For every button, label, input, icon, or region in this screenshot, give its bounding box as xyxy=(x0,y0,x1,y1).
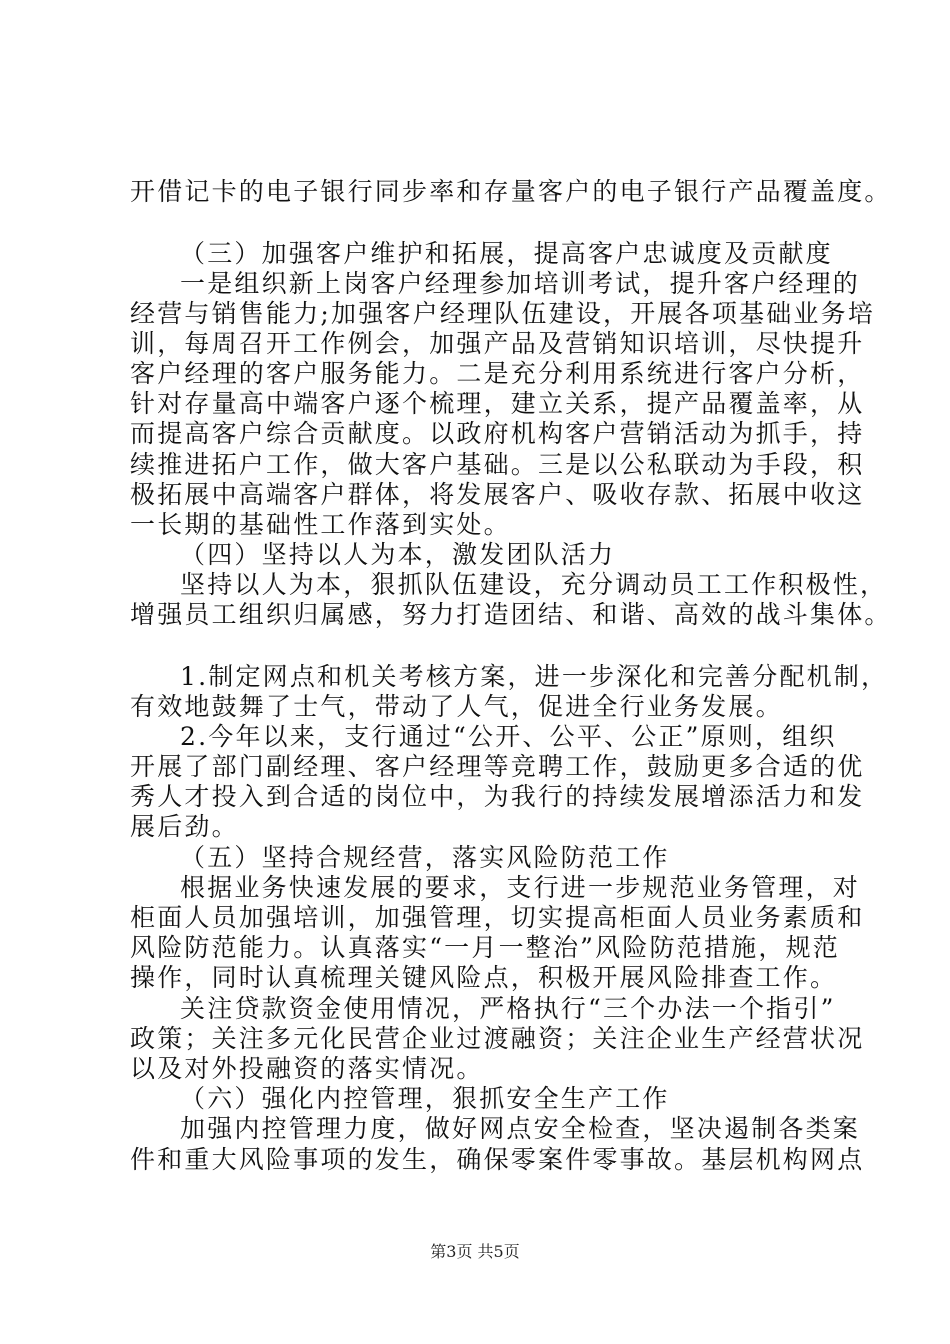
body-text-line: 开展了部门副经理、客户经理等竞聘工作，鼓励更多合适的优 xyxy=(130,752,865,781)
section-heading: （三）加强客户维护和拓展，提高客户忠诚度及贡献度 xyxy=(180,239,833,268)
body-text-line: 件和重大风险事项的发生，确保零案件零事故。基层机构网点 xyxy=(130,1145,865,1174)
body-text-line: 客户经理的客户服务能力。二是充分利用系统进行客户分析， xyxy=(130,359,865,388)
body-text-line: 坚持以人为本，狠抓队伍建设，充分调动员工工作积极性， xyxy=(180,570,888,599)
list-item-line: 1.制定网点和机关考核方案，进一步深化和完善分配机制， xyxy=(180,662,889,691)
body-text-line: 经营与销售能力;加强客户经理队伍建设，开展各项基础业务培 xyxy=(130,299,876,328)
body-text-line: 柜面人员加强培训，加强管理，切实提高柜面人员业务素质和 xyxy=(130,903,865,932)
section-heading: （六）强化内控管理，狠抓安全生产工作 xyxy=(180,1084,670,1113)
body-text-line: 关注贷款资金使用情况，严格执行“三个办法一个指引” xyxy=(180,994,836,1023)
section-heading: （四）坚持以人为本，激发团队活力 xyxy=(180,540,616,569)
body-text-line: 极拓展中高端客户群体，将发展客户、吸收存款、拓展中收这 xyxy=(130,480,865,509)
body-text-line: 训，每周召开工作例会，加强产品及营销知识培训，尽快提升 xyxy=(130,329,865,358)
list-item-line: 2.今年以来，支行通过“公开、公平、公正”原则，组织 xyxy=(180,722,837,751)
body-text-line: 续推进拓户工作，做大客户基础。三是以公私联动为手段，积 xyxy=(130,450,865,479)
body-text-line: 加强内控管理力度，做好网点安全检查，坚决遏制各类案 xyxy=(180,1114,861,1143)
body-text-line: 而提高客户综合贡献度。以政府机构客户营销活动为抓手，持 xyxy=(130,419,865,448)
body-text-line: 以及对外投融资的落实情况。 xyxy=(130,1054,484,1083)
body-text-line: 根据业务快速发展的要求，支行进一步规范业务管理，对 xyxy=(180,873,861,902)
body-text-line: 秀人才投入到合适的岗位中，为我行的持续发展增添活力和发 xyxy=(130,782,865,811)
body-text-line: 操作，同时认真梳理关键风险点，积极开展风险排查工作。 xyxy=(130,963,838,992)
body-text-line: 开借记卡的电子银行同步率和存量客户的电子银行产品覆盖度。 xyxy=(130,177,892,206)
body-text-line: 一长期的基础性工作落到实处。 xyxy=(130,510,511,539)
body-text-line: 展后劲。 xyxy=(130,812,239,841)
body-text-line: 增强员工组织归属感，努力打造团结、和谐、高效的战斗集体。 xyxy=(130,600,892,629)
body-text-line: 针对存量高中端客户逐个梳理，建立关系，提产品覆盖率，从 xyxy=(130,389,865,418)
body-text-line: 一是组织新上岗客户经理参加培训考试，提升客户经理的 xyxy=(180,269,861,298)
body-text-line: 政策；关注多元化民营企业过渡融资；关注企业生产经营状况 xyxy=(130,1024,865,1053)
page-number-footer: 第3页 共5页 xyxy=(430,1242,520,1261)
body-text-line: 风险防范能力。认真落实“一月一整治”风险防范措施，规范 xyxy=(130,933,840,962)
section-heading: （五）坚持合规经营，落实风险防范工作 xyxy=(180,843,670,872)
body-text-line: 有效地鼓舞了士气，带动了人气，促进全行业务发展。 xyxy=(130,692,783,721)
